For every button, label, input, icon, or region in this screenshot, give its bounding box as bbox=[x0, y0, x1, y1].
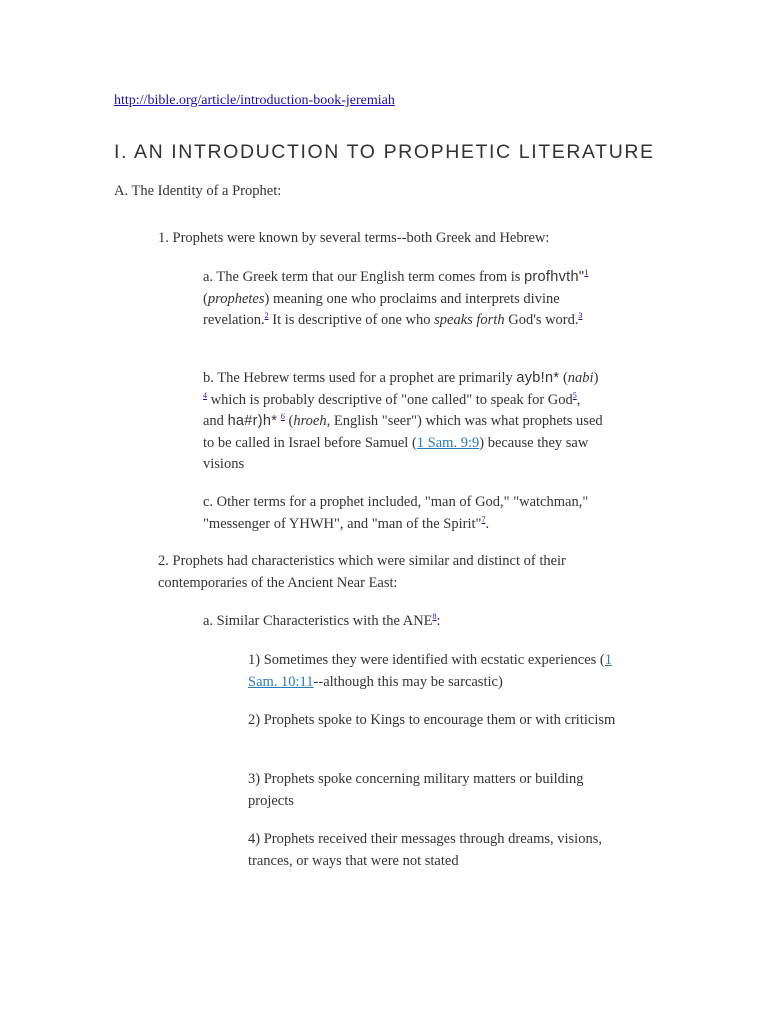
footnote-link[interactable]: 2 bbox=[264, 311, 269, 321]
sub-item-2: 2) Prophets spoke to Kings to encourage them or with criticism bbox=[248, 712, 616, 728]
italic-term: prophetes bbox=[207, 290, 265, 307]
item-1c-text: c. Other terms for a prophet included, "man of God," "watchman," "messenger of YHWH", and "man of the Spirit" bbox=[203, 494, 589, 532]
item-1b-text: , and bbox=[203, 391, 581, 429]
item-2a bbox=[203, 611, 603, 633]
footnote-link[interactable]: 7 bbox=[481, 514, 486, 524]
section-a-heading: A. The Identity of a Prophet: bbox=[114, 183, 282, 199]
page-heading: I. AN INTRODUCTION TO PROPHETIC LITERATURE bbox=[114, 141, 655, 163]
greek-term: profhvth" bbox=[524, 269, 585, 285]
footnote-link[interactable]: 5 bbox=[572, 390, 577, 400]
footnote-link[interactable]: 3 bbox=[578, 311, 583, 321]
hebrew-term: ayb!n* bbox=[516, 370, 560, 386]
footnote-link[interactable]: 1 bbox=[584, 268, 589, 278]
item-1: 1. Prophets were known by several terms--both Greek and Hebrew: bbox=[158, 230, 550, 246]
item-1b-text: ( bbox=[284, 413, 294, 429]
sub-item-1-text: --although this may be sarcastic) bbox=[313, 673, 503, 690]
sub-item-3: 3) Prophets spoke concerning military matters or building projects bbox=[248, 771, 584, 809]
footnote-link[interactable]: 8 bbox=[432, 612, 437, 622]
item-1a-text: It is descriptive of one who bbox=[268, 312, 435, 328]
item-1c bbox=[203, 492, 603, 535]
scripture-link[interactable]: 1 Sam. 10:11 bbox=[248, 652, 612, 690]
source-url-link[interactable]: http://bible.org/article/introduction-book-jeremiah bbox=[114, 93, 395, 108]
sub-item-1 bbox=[248, 650, 618, 693]
item-1b-text: ) because they saw visions bbox=[203, 434, 589, 472]
scripture-link[interactable]: 1 Sam. 9:9 bbox=[416, 434, 480, 451]
item-2: 2. Prophets had characteristics which were similar and distinct of their contemporaries of the Ancient Near East: bbox=[158, 553, 566, 591]
item-1a-text: ( bbox=[203, 290, 208, 307]
item-1b-text: ) bbox=[593, 370, 599, 386]
item-2a-text: : bbox=[436, 613, 441, 629]
item-1b-text: ( bbox=[559, 370, 568, 386]
item-1a-text: ) meaning one who proclaims and interprets divine revelation. bbox=[203, 290, 560, 328]
item-1a-text: God's word. bbox=[504, 312, 579, 328]
item-1a-text: a. The Greek term that our English term comes from is bbox=[203, 269, 525, 285]
item-1b-text: b. The Hebrew terms used for a prophet are primarily bbox=[203, 370, 517, 386]
item-1b-text: , English "seer") which was what prophets used to be called in Israel before Samuel ( bbox=[203, 413, 603, 451]
hebrew-term: ha#r)h* bbox=[227, 413, 278, 429]
italic-term: speaks forth bbox=[434, 312, 505, 328]
sub-item-1-text: 1) Sometimes they were identified with ecstatic experiences ( bbox=[248, 652, 605, 668]
sub-item-4: 4) Prophets received their messages through dreams, visions, trances, or ways that were not stated bbox=[248, 831, 602, 869]
item-1b bbox=[203, 368, 603, 476]
footnote-link[interactable]: 6 bbox=[280, 412, 285, 422]
item-1c-text: . bbox=[485, 515, 490, 532]
item-2a-text: a. Similar Characteristics with the ANE bbox=[203, 613, 433, 629]
item-1a bbox=[203, 267, 603, 332]
italic-term: nabi bbox=[567, 370, 594, 386]
italic-term: hroeh bbox=[293, 413, 327, 429]
item-1b-text: which is probably descriptive of "one called" to speak for God bbox=[207, 391, 573, 408]
footnote-link[interactable]: 4 bbox=[203, 390, 207, 400]
